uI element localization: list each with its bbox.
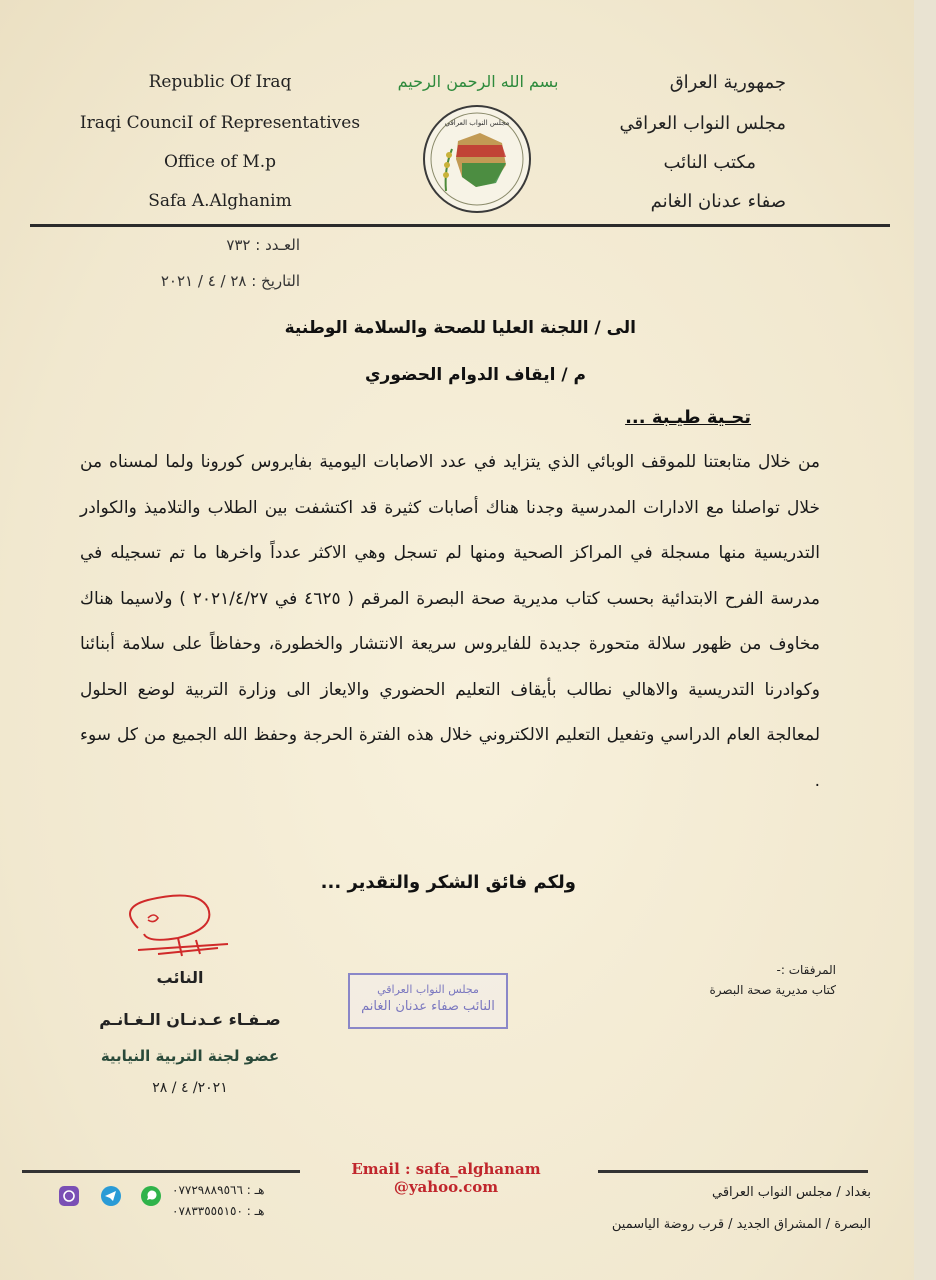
footer-phone-2[interactable]: هـ : ٠٧٨٣٣٥٥٥١٥٠ xyxy=(172,1204,265,1218)
whatsapp-icon[interactable] xyxy=(140,1185,162,1207)
signatory-title: النائب xyxy=(156,968,204,987)
footer-phone-1[interactable]: هـ : ٠٧٧٢٩٨٨٩٥٦٦ xyxy=(172,1183,265,1197)
council-emblem-icon xyxy=(418,103,536,215)
handwritten-signature xyxy=(108,888,248,968)
header-ar-country: جمهورية العراق xyxy=(669,72,786,93)
footer-email[interactable]: Email : safa_alghanam @yahoo.com xyxy=(351,1160,541,1196)
header-en-council: Iraqi CounciI of Representatives xyxy=(79,113,361,133)
header-ar-name: صفاء عدنان الغانم xyxy=(650,191,786,212)
signatory-name: صـفـاء عـدنـان الـغـانـم xyxy=(99,1010,281,1029)
footer-address-basra: البصرة / المشراق الجديد / قرب روضة الياسمين xyxy=(611,1217,871,1232)
official-stamp xyxy=(348,973,508,1029)
letter-date: التاريخ : ٢٨ / ٤ / ٢٠٢١ xyxy=(160,272,300,290)
letter-body: من خلال متابعتنا للموقف الوبائي الذي يتزايد في عدد الاصابات اليومية بفايروس كورونا ولما لمسناه من خلال تواصلنا مع الادارات المدرسية وجدنا هناك أصابات كثيرة قد اكتشفت بين الطلاب والتلاميذ والكوادر التدريسية منها مسجلة في المراكز الصحية ومنها لم تسجل وهي الاكثر عدداً واخرها ما تم تسجيله في مدرسة الفرح الابتدائية بحسب كتاب مديرية صحة البصرة المرقم ( ٤٦٢٥ في ٢٠٢١/٤/٢٧ ) ولاسيما هناك مخاوف من ظهور سلالة متحورة جديدة للفايروس سريعة الانتشار والخطورة، وحفاظاً على سلامة أبنائنا وكوادرنا التدريسية والاهالي نطالب بأيقاف التعليم الحضوري والايعاز الى وزارة التربية لوضع الحلول لمعالجة العام الدراسي وتفعيل التعليم الالكتروني خلال هذه الفترة الحرجة وحفظ الله الجميع من كل سوء . xyxy=(80,452,821,791)
footer-divider-left xyxy=(22,1170,300,1173)
subject: م / ايقاف الدوام الحضوري xyxy=(364,365,586,385)
addressee: الى / اللجنة العليا للصحة والسلامة الوطنية xyxy=(284,318,636,338)
basmala: بسم الله الرحمن الرحيم xyxy=(397,72,559,91)
footer-divider-right xyxy=(598,1170,868,1173)
attachments-item: كتاب مديرية صحة البصرة xyxy=(709,983,836,997)
header-ar-council: مجلس النواب العراقي xyxy=(619,113,786,134)
footer-address-baghdad: بغداد / مجلس النواب العراقي xyxy=(712,1185,871,1200)
header-en-name: Safa A.Alghanim xyxy=(148,191,292,211)
signatory-role: عضو لجنة التربية النيابية xyxy=(100,1047,280,1065)
header-en-office: Office of M.p xyxy=(163,152,277,172)
closing: ولكم فائق الشكر والتقدير ... xyxy=(320,872,576,893)
emblem-text: مجلس النواب العراقي xyxy=(444,119,510,127)
header-divider xyxy=(30,224,890,227)
greeting: تحـية طيـبة ... xyxy=(625,407,751,428)
attachments-label: المرفقات :- xyxy=(776,963,836,977)
header-en-country: Republic Of Iraq xyxy=(148,72,292,92)
letter-number: العـدد : ٧٣٢ xyxy=(226,236,300,254)
stamp-line-2: النائب صفاء عدنان الغانم xyxy=(361,999,495,1014)
signature-date: ٢٠٢١/ ٤ / ٢٨ xyxy=(152,1080,228,1096)
page-edge xyxy=(914,0,936,1280)
stamp-line-1: مجلس النواب العراقي xyxy=(377,983,479,996)
telegram-icon[interactable] xyxy=(100,1185,122,1207)
header-ar-office: مكتب النائب xyxy=(663,152,756,173)
viber-icon[interactable] xyxy=(58,1185,80,1207)
